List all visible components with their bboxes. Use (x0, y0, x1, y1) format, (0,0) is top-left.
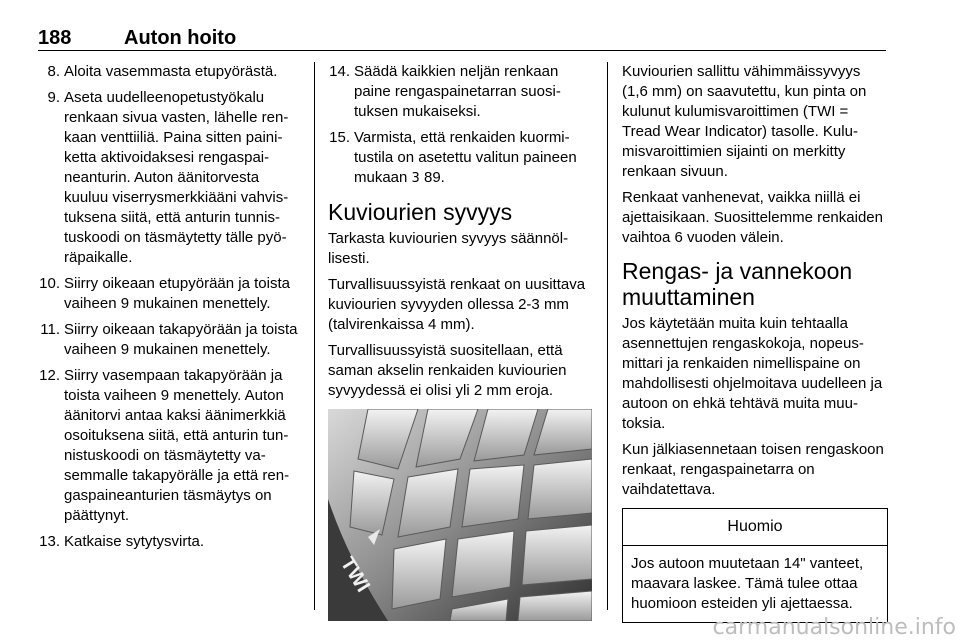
list-item: 9. Aseta uudelleenopetustyökalu renkaan sivua vasten, lähelle renkaan venttiiliä. Paina sitten painiketta aktivoidaksesi rengaspaineanturin. Auton äänitorvesta kuuluu viserrysmerkkiääni vahvistuksena siitä, että anturin tunnistuskoodi on täsmäytetty tälle pyöräpaikalle. (47, 89, 289, 266)
twi-label: TWI (335, 553, 374, 597)
section-heading-tread-depth: Kuviourien syvyys (328, 199, 513, 225)
paragraph: Tarkasta kuviourien syvyys säännöllisesti. (328, 230, 569, 267)
note-body: Jos autoon muutetaan 14" vanteet, maavara laskee. Tämä tulee ottaa huomioon esteiden yli ajettaessa. (631, 555, 864, 612)
page-reference-link[interactable]: 3 89. (411, 169, 445, 186)
list-item: 10. Siirry oikeaan etupyörään ja toista vaiheen 9 mukainen menettely. (39, 275, 290, 312)
paragraph: Turvallisuussyistä renkaat on uusittava kuviourien syvyyden ollessa 2-3 mm (talvirenkaissa 4 mm). (328, 276, 586, 333)
column-2 (328, 62, 592, 621)
arrow-reference-icon: 3 (411, 171, 420, 186)
tire-tread-illustration (328, 409, 592, 621)
section-title: Auton hoito (124, 27, 237, 49)
page-header (38, 26, 886, 52)
note-title: Huomio (623, 509, 887, 546)
list-item: 15. Varmista, että renkaiden kuormitustila on asetettu valitun paineen mukaan 3 89. (329, 129, 577, 186)
list-item: 14. Säädä kaikkien neljän renkaan paine rengaspainetarran suosituksen mukaiseksi. (329, 63, 561, 120)
paragraph: Jos käytetään muita kuin tehtaalla asennettujen rengaskokoja, nopeusmittari ja renkaiden nimellispaine on mahdollisesti ohjelmoitava uudelleen ja autoon on ehkä tehtävä muita muutoksia. (622, 315, 883, 432)
column-divider-1 (314, 62, 315, 610)
steps-list-2 (328, 62, 592, 189)
list-item: 11. Siirry oikeaan takapyörään ja toista vaiheen 9 mukainen menettely. (40, 321, 298, 358)
paragraph: Kuviourien sallittu vähimmäissyvyys (1,6 mm) on saavutettu, kun pinta on kulunut kulumisvaroittimen (TWI = Tread Wear Indicator) tasolle. Kulumisvaroittimien sijainti on merkitty renkaan sivuun. (622, 63, 867, 180)
note-box (622, 508, 888, 623)
header-rule (38, 50, 886, 51)
paragraph: Renkaat vanhenevat, vaikka niillä ei ajettaisikaan. Suosittelemme renkaiden vaihtoa 6 vuoden välein. (622, 189, 883, 246)
page-number: 188 (38, 27, 72, 49)
list-item: 8. Aloita vasemmasta etupyörästä. (47, 63, 278, 80)
paragraph: Kun jälkiasennetaan toisen rengaskoon renkaat, rengaspainetarra on vaihdatettava. (622, 441, 884, 498)
paragraph: Turvallisuussyistä suositellaan, että saman akselin renkaiden kuviourien syvyydessä ei olisi yli 2 mm eroja. (328, 342, 567, 399)
watermark-text: carmanualsonline.info (712, 615, 956, 640)
section-heading-tire-size-change: Rengas- ja vannekoon muuttaminen (622, 258, 853, 310)
steps-list-1 (38, 62, 300, 552)
list-item: 12. Siirry vasempaan takapyörään ja toista vaiheen 9 menettely. Auton äänitorvi antaa kaksi äänimerkkiä osoituksena siitä, että anturin tunnistuskoodi on täsmäytetty vasemmalle takapyörälle ja että rengaspaineanturien täsmäytys on päättynyt. (39, 367, 290, 524)
column-1 (38, 62, 300, 558)
list-item: 13. Katkaise sytytysvirta. (39, 533, 205, 550)
column-3 (622, 62, 888, 623)
column-divider-2 (607, 62, 608, 610)
